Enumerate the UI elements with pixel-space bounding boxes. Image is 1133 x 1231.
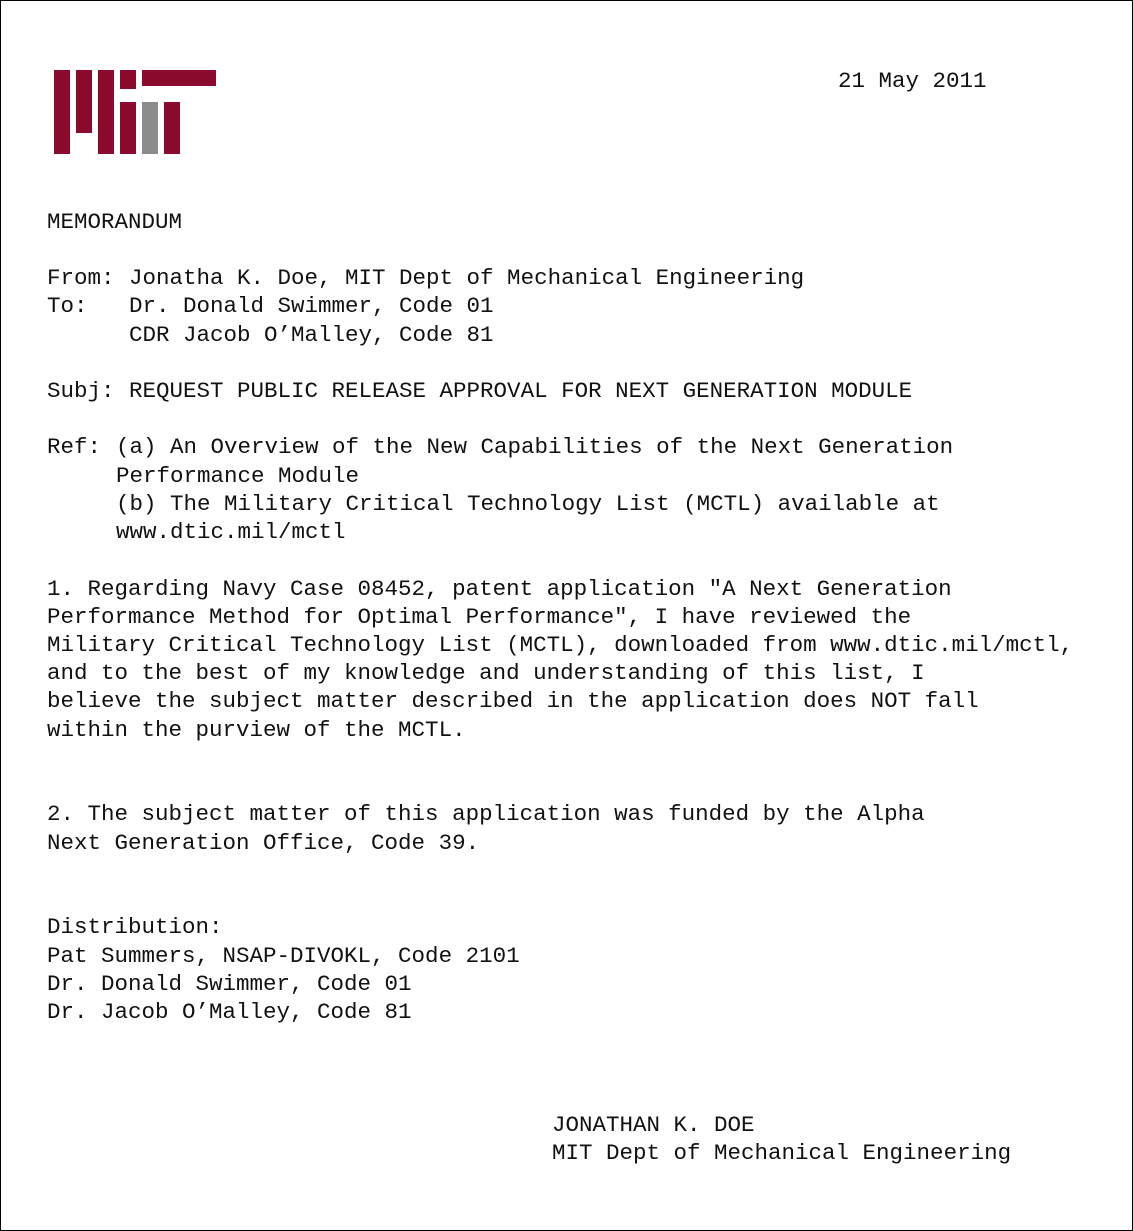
- ref-text: The Military Critical Technology List (MCTL) available at: [170, 491, 940, 517]
- subj-value: REQUEST PUBLIC RELEASE APPROVAL FOR NEXT GENERATION MODULE: [129, 378, 913, 404]
- ref-marker: (b): [116, 491, 157, 517]
- distribution-item: Dr. Donald Swimmer, Code 01: [47, 971, 412, 997]
- memo-date: 21 May 2011: [838, 68, 987, 94]
- signature-name: JONATHAN K. DOE: [552, 1112, 755, 1138]
- logo-bar: [164, 102, 180, 154]
- from-value: Jonatha K. Doe, MIT Dept of Mechanical Engineering: [129, 265, 805, 291]
- paragraph-line: believe the subject matter described in the application does NOT fall: [47, 688, 979, 714]
- logo-bar: [98, 70, 114, 154]
- paragraph-line: Next Generation Office, Code 39.: [47, 830, 480, 856]
- signature-affiliation: MIT Dept of Mechanical Engineering: [552, 1140, 1012, 1166]
- paragraph-line: Performance Method for Optimal Performance", I have reviewed the: [47, 604, 912, 630]
- ref-label: Ref:: [47, 434, 102, 460]
- ref-text: An Overview of the New Capabilities of the Next Generation: [170, 434, 954, 460]
- subj-label: Subj:: [47, 378, 115, 404]
- paragraph-line: Military Critical Technology List (MCTL), downloaded from www.dtic.mil/mctl,: [47, 632, 1074, 658]
- to-recipient: Dr. Donald Swimmer, Code 01: [129, 293, 494, 319]
- ref-text: www.dtic.mil/mctl: [116, 519, 346, 545]
- logo-bar: [120, 102, 136, 154]
- paragraph-line: 2. The subject matter of this application was funded by the Alpha: [47, 801, 925, 827]
- paragraph-line: within the purview of the MCTL.: [47, 717, 466, 743]
- paragraph-line: and to the best of my knowledge and understanding of this list, I: [47, 660, 925, 686]
- distribution-item: Dr. Jacob O’Malley, Code 81: [47, 999, 412, 1025]
- memo-heading: MEMORANDUM: [47, 209, 183, 235]
- ref-text: Performance Module: [116, 463, 360, 489]
- ref-marker: (a): [116, 434, 157, 460]
- mit-logo: [54, 70, 216, 154]
- logo-bar: [76, 70, 92, 133]
- logo-bar: [142, 102, 158, 154]
- logo-bar: [54, 70, 70, 154]
- logo-bar: [142, 70, 216, 86]
- logo-bar: [120, 70, 136, 89]
- distribution-label: Distribution:: [47, 914, 223, 940]
- distribution-item: Pat Summers, NSAP-DIVOKL, Code 2101: [47, 943, 520, 969]
- to-recipient: CDR Jacob O’Malley, Code 81: [129, 322, 494, 348]
- to-label: To:: [47, 293, 88, 319]
- from-label: From:: [47, 265, 115, 291]
- paragraph-line: 1. Regarding Navy Case 08452, patent application "A Next Generation: [47, 576, 952, 602]
